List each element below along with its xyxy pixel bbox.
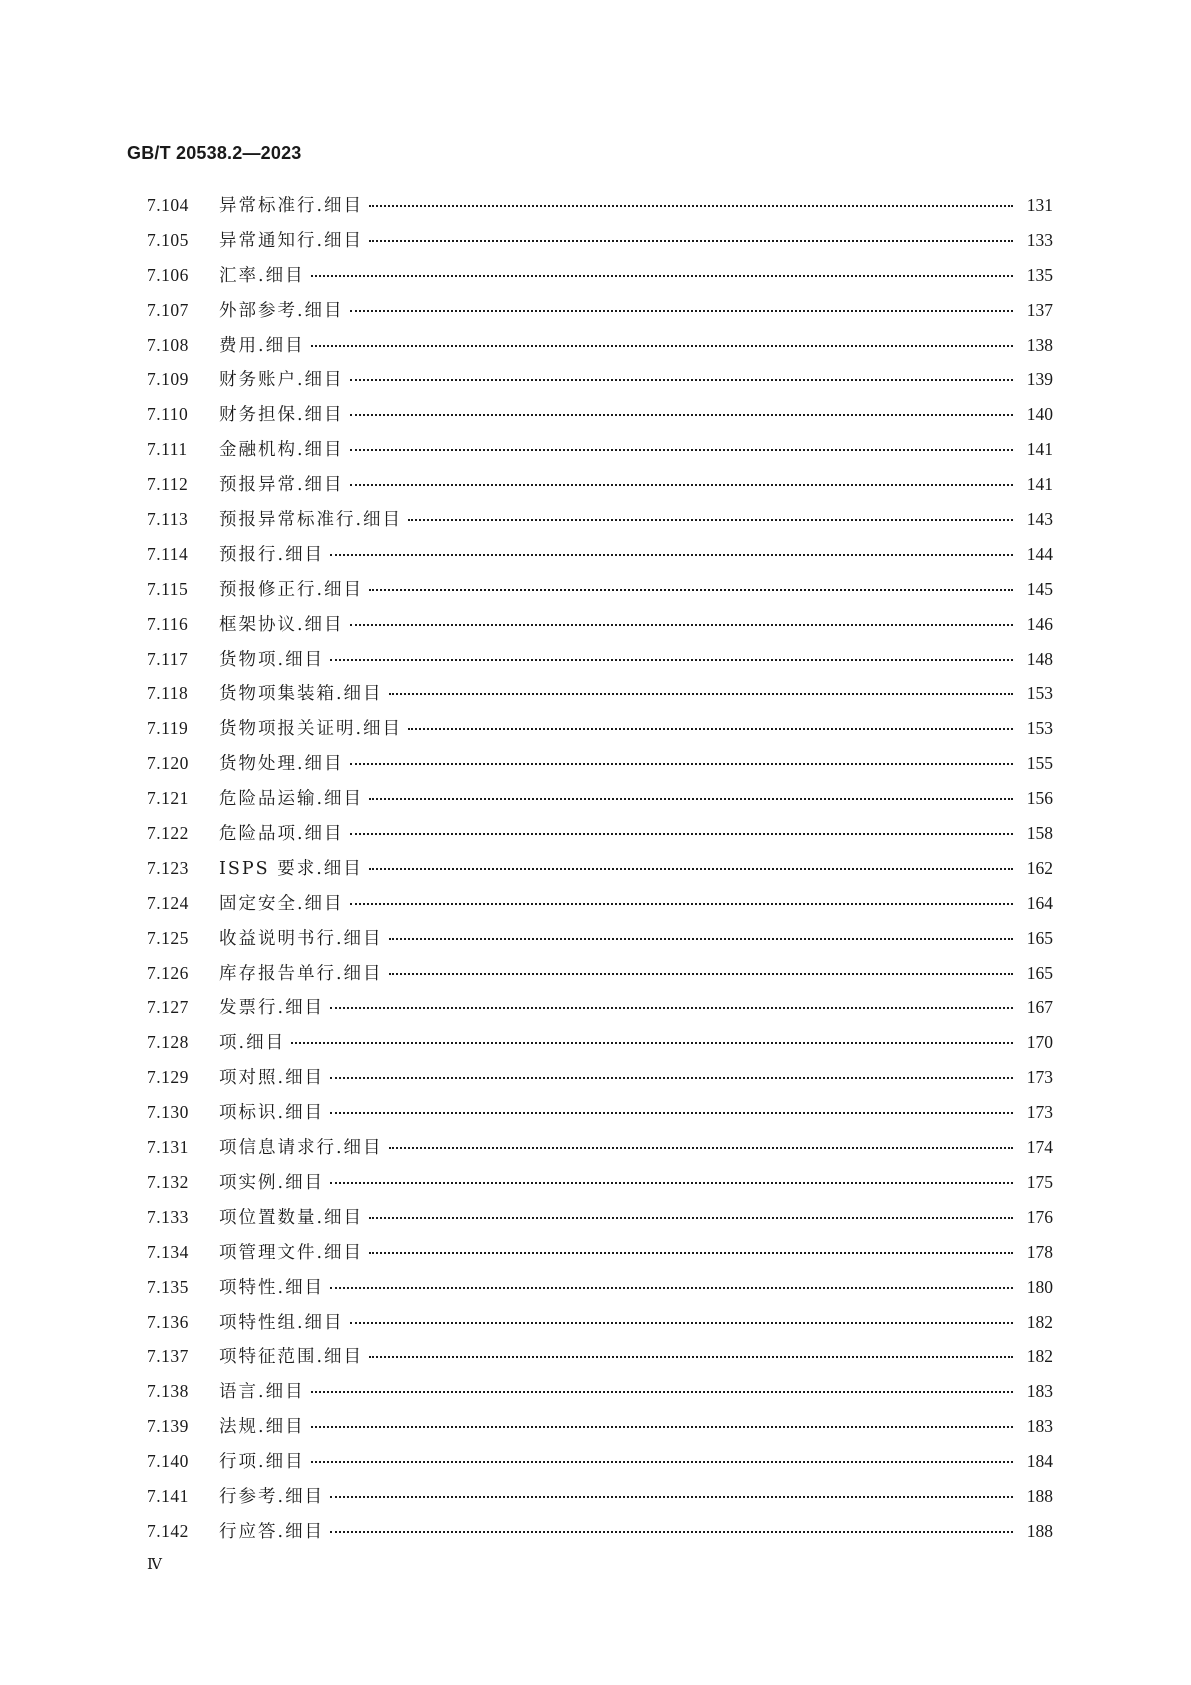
toc-entry-page: 144 (1026, 543, 1053, 564)
toc-entry-number: 7.108 (147, 334, 189, 355)
toc-dot-leader (330, 554, 1013, 556)
toc-entry[interactable] (147, 1484, 1053, 1519)
toc-entry[interactable] (147, 333, 1053, 368)
toc-entry[interactable] (147, 1205, 1053, 1240)
toc-entry[interactable] (147, 402, 1053, 437)
toc-entry-page: 156 (1026, 788, 1053, 809)
toc-entry-title: 框架协议.细目 (219, 614, 344, 635)
toc-entry-page: 182 (1026, 1346, 1053, 1367)
toc-entry-number: 7.120 (147, 753, 189, 774)
toc-entry-page: 140 (1026, 404, 1053, 425)
toc-entry-title: 货物处理.细目 (219, 754, 344, 775)
toc-entry-title: 预报异常标准行.细目 (219, 510, 403, 531)
toc-entry[interactable] (147, 193, 1053, 228)
toc-dot-leader (369, 1252, 1013, 1254)
toc-entry[interactable] (147, 228, 1053, 263)
toc-entry-title: 固定安全.细目 (219, 893, 344, 914)
toc-entry-number: 7.133 (147, 1206, 189, 1227)
toc-dot-leader (389, 1147, 1013, 1149)
toc-entry-number: 7.124 (147, 892, 189, 913)
toc-entry-title: 项特征范围.细目 (219, 1347, 364, 1368)
toc-entry[interactable] (147, 507, 1053, 542)
toc-dot-leader (350, 624, 1013, 626)
toc-entry-number: 7.136 (147, 1311, 189, 1332)
toc-entry-number: 7.126 (147, 962, 189, 983)
toc-dot-leader (311, 1426, 1013, 1428)
toc-entry-page: 145 (1026, 578, 1053, 599)
toc-entry-number: 7.113 (147, 509, 189, 530)
toc-entry[interactable] (147, 1379, 1053, 1414)
toc-entry-page: 155 (1026, 753, 1053, 774)
toc-entry-page: 133 (1026, 229, 1053, 250)
toc-entry[interactable] (147, 856, 1053, 891)
toc-entry[interactable] (147, 367, 1053, 402)
toc-dot-leader (330, 1496, 1013, 1498)
toc-entry-page: 158 (1026, 823, 1053, 844)
toc-entry[interactable] (147, 472, 1053, 507)
toc-entry-number: 7.106 (147, 264, 189, 285)
toc-entry[interactable] (147, 1449, 1053, 1484)
toc-entry-title: 项标识.细目 (219, 1103, 325, 1124)
toc-entry[interactable] (147, 751, 1053, 786)
toc-entry-page: 173 (1026, 1067, 1053, 1088)
toc-entry[interactable] (147, 1344, 1053, 1379)
toc-dot-leader (311, 345, 1013, 347)
toc-entry-number: 7.110 (147, 404, 189, 425)
toc-dot-leader (369, 1356, 1013, 1358)
toc-dot-leader (369, 1217, 1013, 1219)
toc-entry-title: 法规.细目 (219, 1417, 305, 1438)
toc-entry[interactable] (147, 1065, 1053, 1100)
toc-entry-page: 173 (1026, 1102, 1053, 1123)
toc-entry-number: 7.132 (147, 1171, 189, 1192)
toc-entry-number: 7.104 (147, 195, 189, 215)
toc-entry[interactable] (147, 1170, 1053, 1205)
toc-dot-leader (369, 240, 1013, 242)
toc-entry-title: 危险品运输.细目 (219, 789, 364, 810)
toc-entry-title: 收益说明书行.细目 (219, 928, 383, 949)
toc-entry-page: 174 (1026, 1137, 1053, 1158)
toc-entry-page: 183 (1026, 1416, 1053, 1437)
toc-dot-leader (330, 1007, 1013, 1009)
toc-entry-page: 176 (1026, 1206, 1053, 1227)
toc-entry-title: 行项.细目 (219, 1452, 305, 1473)
toc-dot-leader (389, 973, 1013, 975)
toc-entry-page: 137 (1026, 299, 1053, 320)
toc-entry-title: 项特性组.细目 (219, 1312, 344, 1333)
toc-dot-leader (330, 1287, 1013, 1289)
toc-entry-number: 7.137 (147, 1346, 189, 1367)
toc-entry-title: 货物项报关证明.细目 (219, 719, 403, 740)
toc-entry-title: 费用.细目 (219, 335, 305, 356)
toc-entry[interactable] (147, 437, 1053, 472)
toc-entry[interactable] (147, 786, 1053, 821)
toc-entry-page: 184 (1026, 1451, 1053, 1472)
toc-entry[interactable] (147, 1135, 1053, 1170)
toc-entry-page: 141 (1026, 439, 1053, 460)
toc-entry-title: 危险品项.细目 (219, 824, 344, 845)
toc-entry-page: 188 (1026, 1485, 1053, 1506)
toc-entry[interactable] (147, 995, 1053, 1030)
toc-entry-title: 汇率.细目 (219, 265, 305, 286)
toc-entry-number: 7.119 (147, 718, 189, 739)
toc-entry[interactable] (147, 1519, 1053, 1554)
toc-entry-number: 7.117 (147, 648, 189, 669)
toc-entry-number: 7.125 (147, 927, 189, 948)
toc-entry[interactable] (147, 1275, 1053, 1310)
toc-dot-leader (369, 868, 1013, 870)
toc-dot-leader (369, 589, 1013, 591)
toc-entry-page: 153 (1026, 718, 1053, 739)
toc-entry-number: 7.123 (147, 857, 189, 878)
toc-entry[interactable] (147, 821, 1053, 856)
toc-dot-leader (330, 659, 1013, 661)
toc-entry[interactable] (147, 716, 1053, 751)
toc-entry-page: 135 (1026, 264, 1053, 285)
toc-entry-title: 项.细目 (219, 1033, 286, 1054)
toc-dot-leader (330, 1112, 1013, 1114)
toc-entry-title: 预报行.细目 (219, 544, 325, 565)
toc-entry-number: 7.116 (147, 613, 189, 634)
toc-entry-page: 164 (1026, 892, 1053, 913)
toc-entry-title: 货物项.细目 (219, 649, 325, 670)
toc-entry-number: 7.130 (147, 1102, 189, 1123)
toc-dot-leader (350, 1322, 1013, 1324)
toc-dot-leader (311, 1391, 1013, 1393)
page-number: Ⅳ (147, 1557, 162, 1573)
toc-dot-leader (291, 1042, 1013, 1044)
toc-entry-title: 外部参考.细目 (219, 300, 344, 321)
toc-dot-leader (350, 414, 1013, 416)
toc-entry-number: 7.114 (147, 543, 189, 564)
toc-entry-title: 异常标准行.细目 (219, 196, 364, 216)
toc-entry-page: 170 (1026, 1032, 1053, 1053)
toc-entry-number: 7.141 (147, 1485, 189, 1506)
toc-entry-number: 7.138 (147, 1381, 189, 1402)
toc-dot-leader (330, 1182, 1013, 1184)
toc-entry-number: 7.109 (147, 369, 189, 390)
toc-entry[interactable] (147, 298, 1053, 333)
toc-entry[interactable] (147, 926, 1053, 961)
toc-entry-page: 138 (1026, 334, 1053, 355)
toc-entry-title: 预报异常.细目 (219, 475, 344, 496)
toc-entry[interactable] (147, 1310, 1053, 1345)
toc-entry-title: 金融机构.细目 (219, 440, 344, 461)
toc-entry-number: 7.107 (147, 299, 189, 320)
toc-entry-number: 7.115 (147, 578, 189, 599)
toc-entry-title: 语言.细目 (219, 1382, 305, 1403)
toc-dot-leader (350, 763, 1013, 765)
toc-entry-title: 项对照.细目 (219, 1068, 325, 1089)
toc-dot-leader (350, 484, 1013, 486)
toc-entry[interactable] (147, 681, 1053, 716)
toc-dot-leader (330, 1077, 1013, 1079)
toc-entry-title: 货物项集装箱.细目 (219, 684, 383, 705)
toc-entry-number: 7.118 (147, 683, 189, 704)
toc-entry-page: 180 (1026, 1276, 1053, 1297)
toc-entry-title: 财务担保.细目 (219, 405, 344, 426)
toc-entry-title: 财务账户.细目 (219, 370, 344, 391)
toc-entry-title: 项位置数量.细目 (219, 1207, 364, 1228)
toc-entry-title: 项特性.细目 (219, 1277, 325, 1298)
toc-dot-leader (369, 205, 1013, 207)
toc-dot-leader (408, 728, 1013, 730)
toc-entry-number: 7.111 (147, 439, 188, 460)
toc-entry-title: 行参考.细目 (219, 1486, 325, 1507)
toc-dot-leader (350, 379, 1013, 381)
toc-entry-number: 7.128 (147, 1032, 189, 1053)
toc-dot-leader (350, 310, 1013, 312)
toc-entry[interactable] (147, 577, 1053, 612)
toc-dot-leader (350, 449, 1013, 451)
toc-entry-page: 188 (1026, 1520, 1053, 1541)
toc-dot-leader (311, 1461, 1013, 1463)
toc-entry-number: 7.127 (147, 997, 189, 1018)
toc-entry[interactable] (147, 961, 1053, 996)
document-standard-code: GB/T 20538.2—2023 (127, 143, 302, 163)
toc-dot-leader (311, 275, 1013, 277)
toc-dot-leader (330, 1531, 1013, 1533)
toc-entry[interactable] (147, 1030, 1053, 1065)
toc-entry-number: 7.121 (147, 788, 189, 809)
toc-dot-leader (408, 519, 1013, 521)
toc-entry[interactable] (147, 1240, 1053, 1275)
toc-dot-leader (369, 798, 1013, 800)
toc-entry-page: 153 (1026, 683, 1053, 704)
toc-entry-title: 异常通知行.细目 (219, 230, 364, 251)
toc-entry-title: ISPS 要求.细目 (219, 858, 363, 879)
toc-entry[interactable] (147, 542, 1053, 577)
toc-entry-number: 7.129 (147, 1067, 189, 1088)
toc-entry-title: 项信息请求行.细目 (219, 1138, 383, 1159)
toc-entry-page: 178 (1026, 1241, 1053, 1262)
toc-entry[interactable] (147, 1414, 1053, 1449)
toc-entry-page: 141 (1026, 474, 1053, 495)
toc-entry-number: 7.139 (147, 1416, 189, 1437)
toc-entry-page: 165 (1026, 962, 1053, 983)
toc-entry-page: 139 (1026, 369, 1053, 390)
toc-entry-number: 7.140 (147, 1451, 189, 1472)
toc-entry-page: 148 (1026, 648, 1053, 669)
toc-entry-number: 7.134 (147, 1241, 189, 1262)
table-of-contents (147, 193, 1053, 1554)
toc-entry-title: 库存报告单行.细目 (219, 963, 383, 984)
toc-entry-number: 7.112 (147, 474, 189, 495)
toc-entry-number: 7.122 (147, 823, 189, 844)
toc-entry-title: 行应答.细目 (219, 1521, 325, 1542)
toc-entry[interactable] (147, 1100, 1053, 1135)
toc-dot-leader (350, 833, 1013, 835)
toc-entry-page: 162 (1026, 857, 1053, 878)
toc-dot-leader (389, 938, 1013, 940)
toc-entry-page: 146 (1026, 613, 1053, 634)
toc-entry-title: 发票行.细目 (219, 998, 325, 1019)
toc-entry-page: 165 (1026, 927, 1053, 948)
toc-entry-page: 182 (1026, 1311, 1053, 1332)
toc-entry-page: 175 (1026, 1171, 1053, 1192)
toc-entry[interactable] (147, 263, 1053, 298)
toc-entry-number: 7.142 (147, 1520, 189, 1541)
toc-entry-page: 131 (1026, 195, 1053, 215)
toc-entry-page: 143 (1026, 509, 1053, 530)
toc-entry[interactable] (147, 612, 1053, 647)
toc-entry-number: 7.135 (147, 1276, 189, 1297)
toc-entry-title: 预报修正行.细目 (219, 579, 364, 600)
toc-dot-leader (389, 693, 1013, 695)
toc-entry-page: 183 (1026, 1381, 1053, 1402)
toc-entry-title: 项管理文件.细目 (219, 1242, 364, 1263)
toc-entry-number: 7.131 (147, 1137, 189, 1158)
toc-entry[interactable] (147, 647, 1053, 682)
toc-entry-number: 7.105 (147, 229, 189, 250)
toc-entry-page: 167 (1026, 997, 1053, 1018)
toc-entry[interactable] (147, 891, 1053, 926)
toc-entry-title: 项实例.细目 (219, 1172, 325, 1193)
toc-dot-leader (350, 903, 1013, 905)
